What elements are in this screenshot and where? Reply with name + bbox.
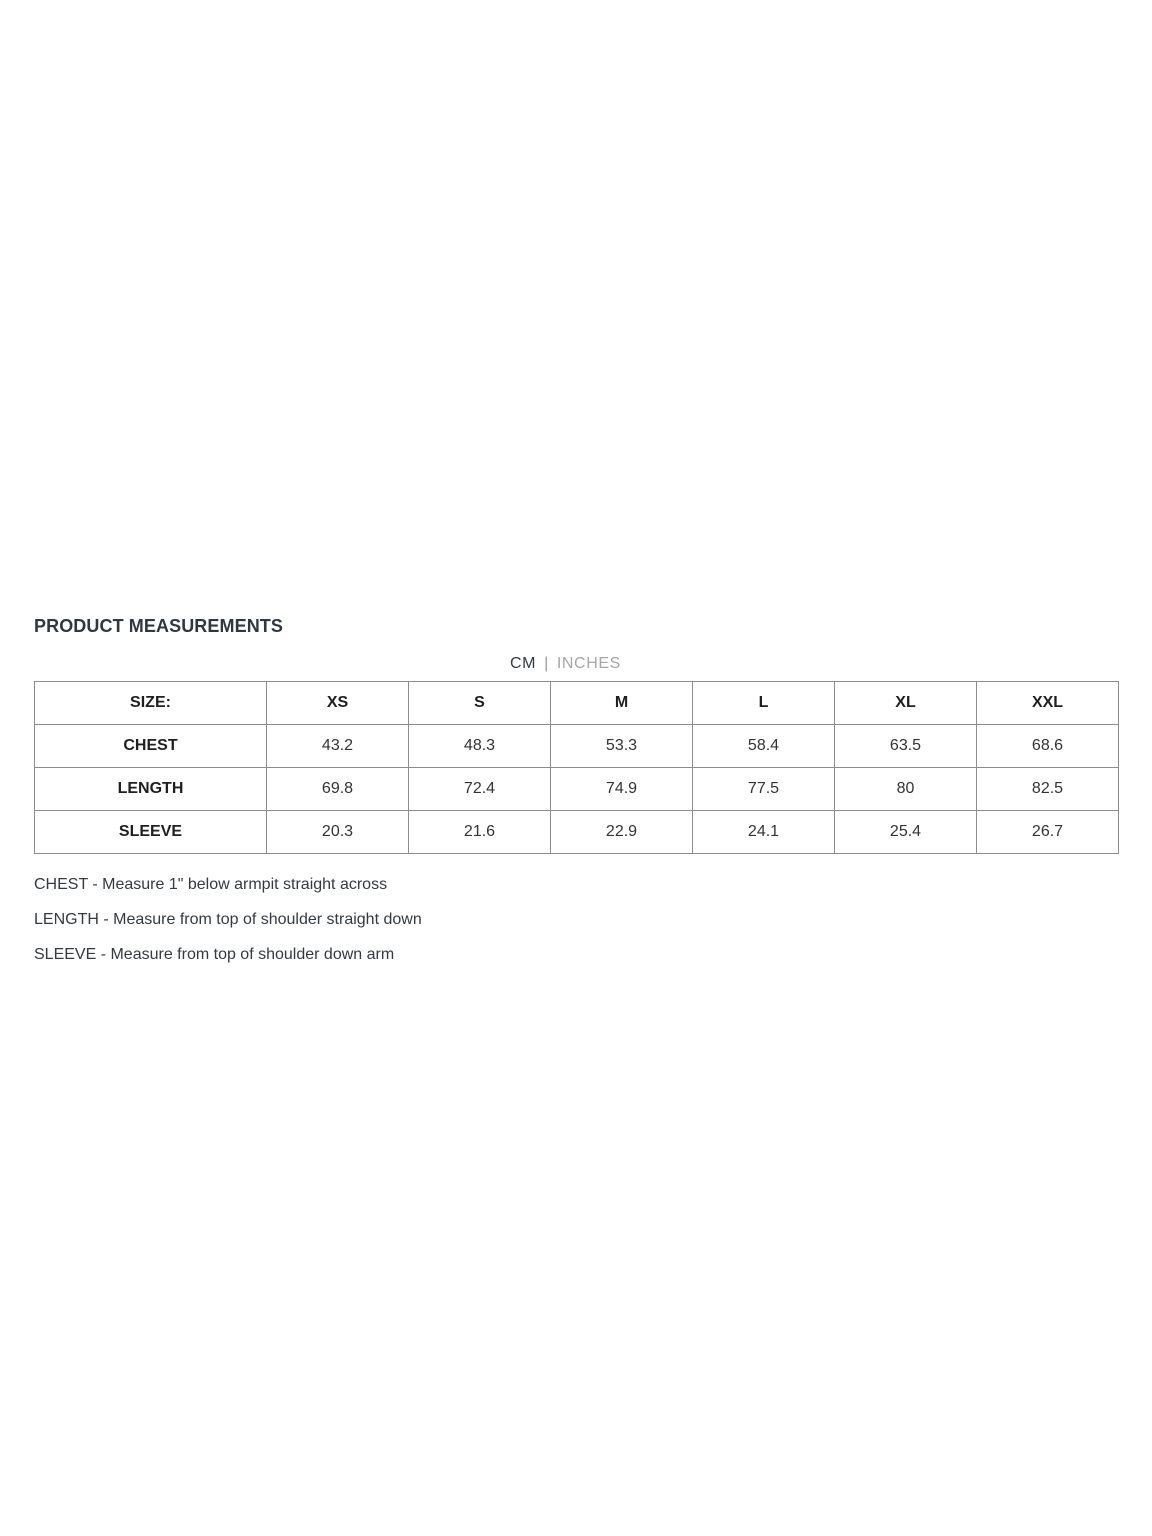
table-row [35, 811, 1119, 854]
table-cell: 58.4 [693, 725, 835, 768]
unit-separator: | [544, 655, 549, 672]
table-cell: 53.3 [551, 725, 693, 768]
table-cell: 22.9 [551, 811, 693, 854]
table-header-row [35, 682, 1119, 725]
measurement-notes [34, 874, 422, 979]
note-length: LENGTH - Measure from top of shoulder straight down [34, 911, 422, 928]
table-cell: 74.9 [551, 768, 693, 811]
table-cell: 43.2 [267, 725, 409, 768]
row-label: CHEST [35, 725, 267, 768]
unit-cm-button[interactable]: CM [510, 655, 537, 672]
size-header: S [409, 682, 551, 725]
table-cell: 21.6 [409, 811, 551, 854]
table-row [35, 768, 1119, 811]
unit-inches-button[interactable]: INCHES [556, 655, 621, 672]
size-header: XL [835, 682, 977, 725]
note-chest: CHEST - Measure 1" below armpit straight across [34, 876, 388, 893]
note-sleeve: SLEEVE - Measure from top of shoulder down arm [34, 946, 395, 963]
table-cell: 24.1 [693, 811, 835, 854]
table-cell: 26.7 [977, 811, 1119, 854]
row-label: SLEEVE [35, 811, 267, 854]
unit-toggle [510, 652, 621, 676]
table-cell: 20.3 [267, 811, 409, 854]
size-header-label: SIZE: [35, 682, 267, 725]
table-cell: 63.5 [835, 725, 977, 768]
table-cell: 80 [835, 768, 977, 811]
table-cell: 82.5 [977, 768, 1119, 811]
size-header: L [693, 682, 835, 725]
size-chart-table [34, 681, 1119, 854]
section-title: PRODUCT MEASUREMENTS [34, 616, 284, 636]
table-cell: 48.3 [409, 725, 551, 768]
size-header: M [551, 682, 693, 725]
table-cell: 77.5 [693, 768, 835, 811]
table-cell: 72.4 [409, 768, 551, 811]
size-header: XXL [977, 682, 1119, 725]
table-row [35, 725, 1119, 768]
table-cell: 69.8 [267, 768, 409, 811]
size-header: XS [267, 682, 409, 725]
table-cell: 68.6 [977, 725, 1119, 768]
product-measurements-section [34, 612, 1118, 963]
table-cell: 25.4 [835, 811, 977, 854]
row-label: LENGTH [35, 768, 267, 811]
